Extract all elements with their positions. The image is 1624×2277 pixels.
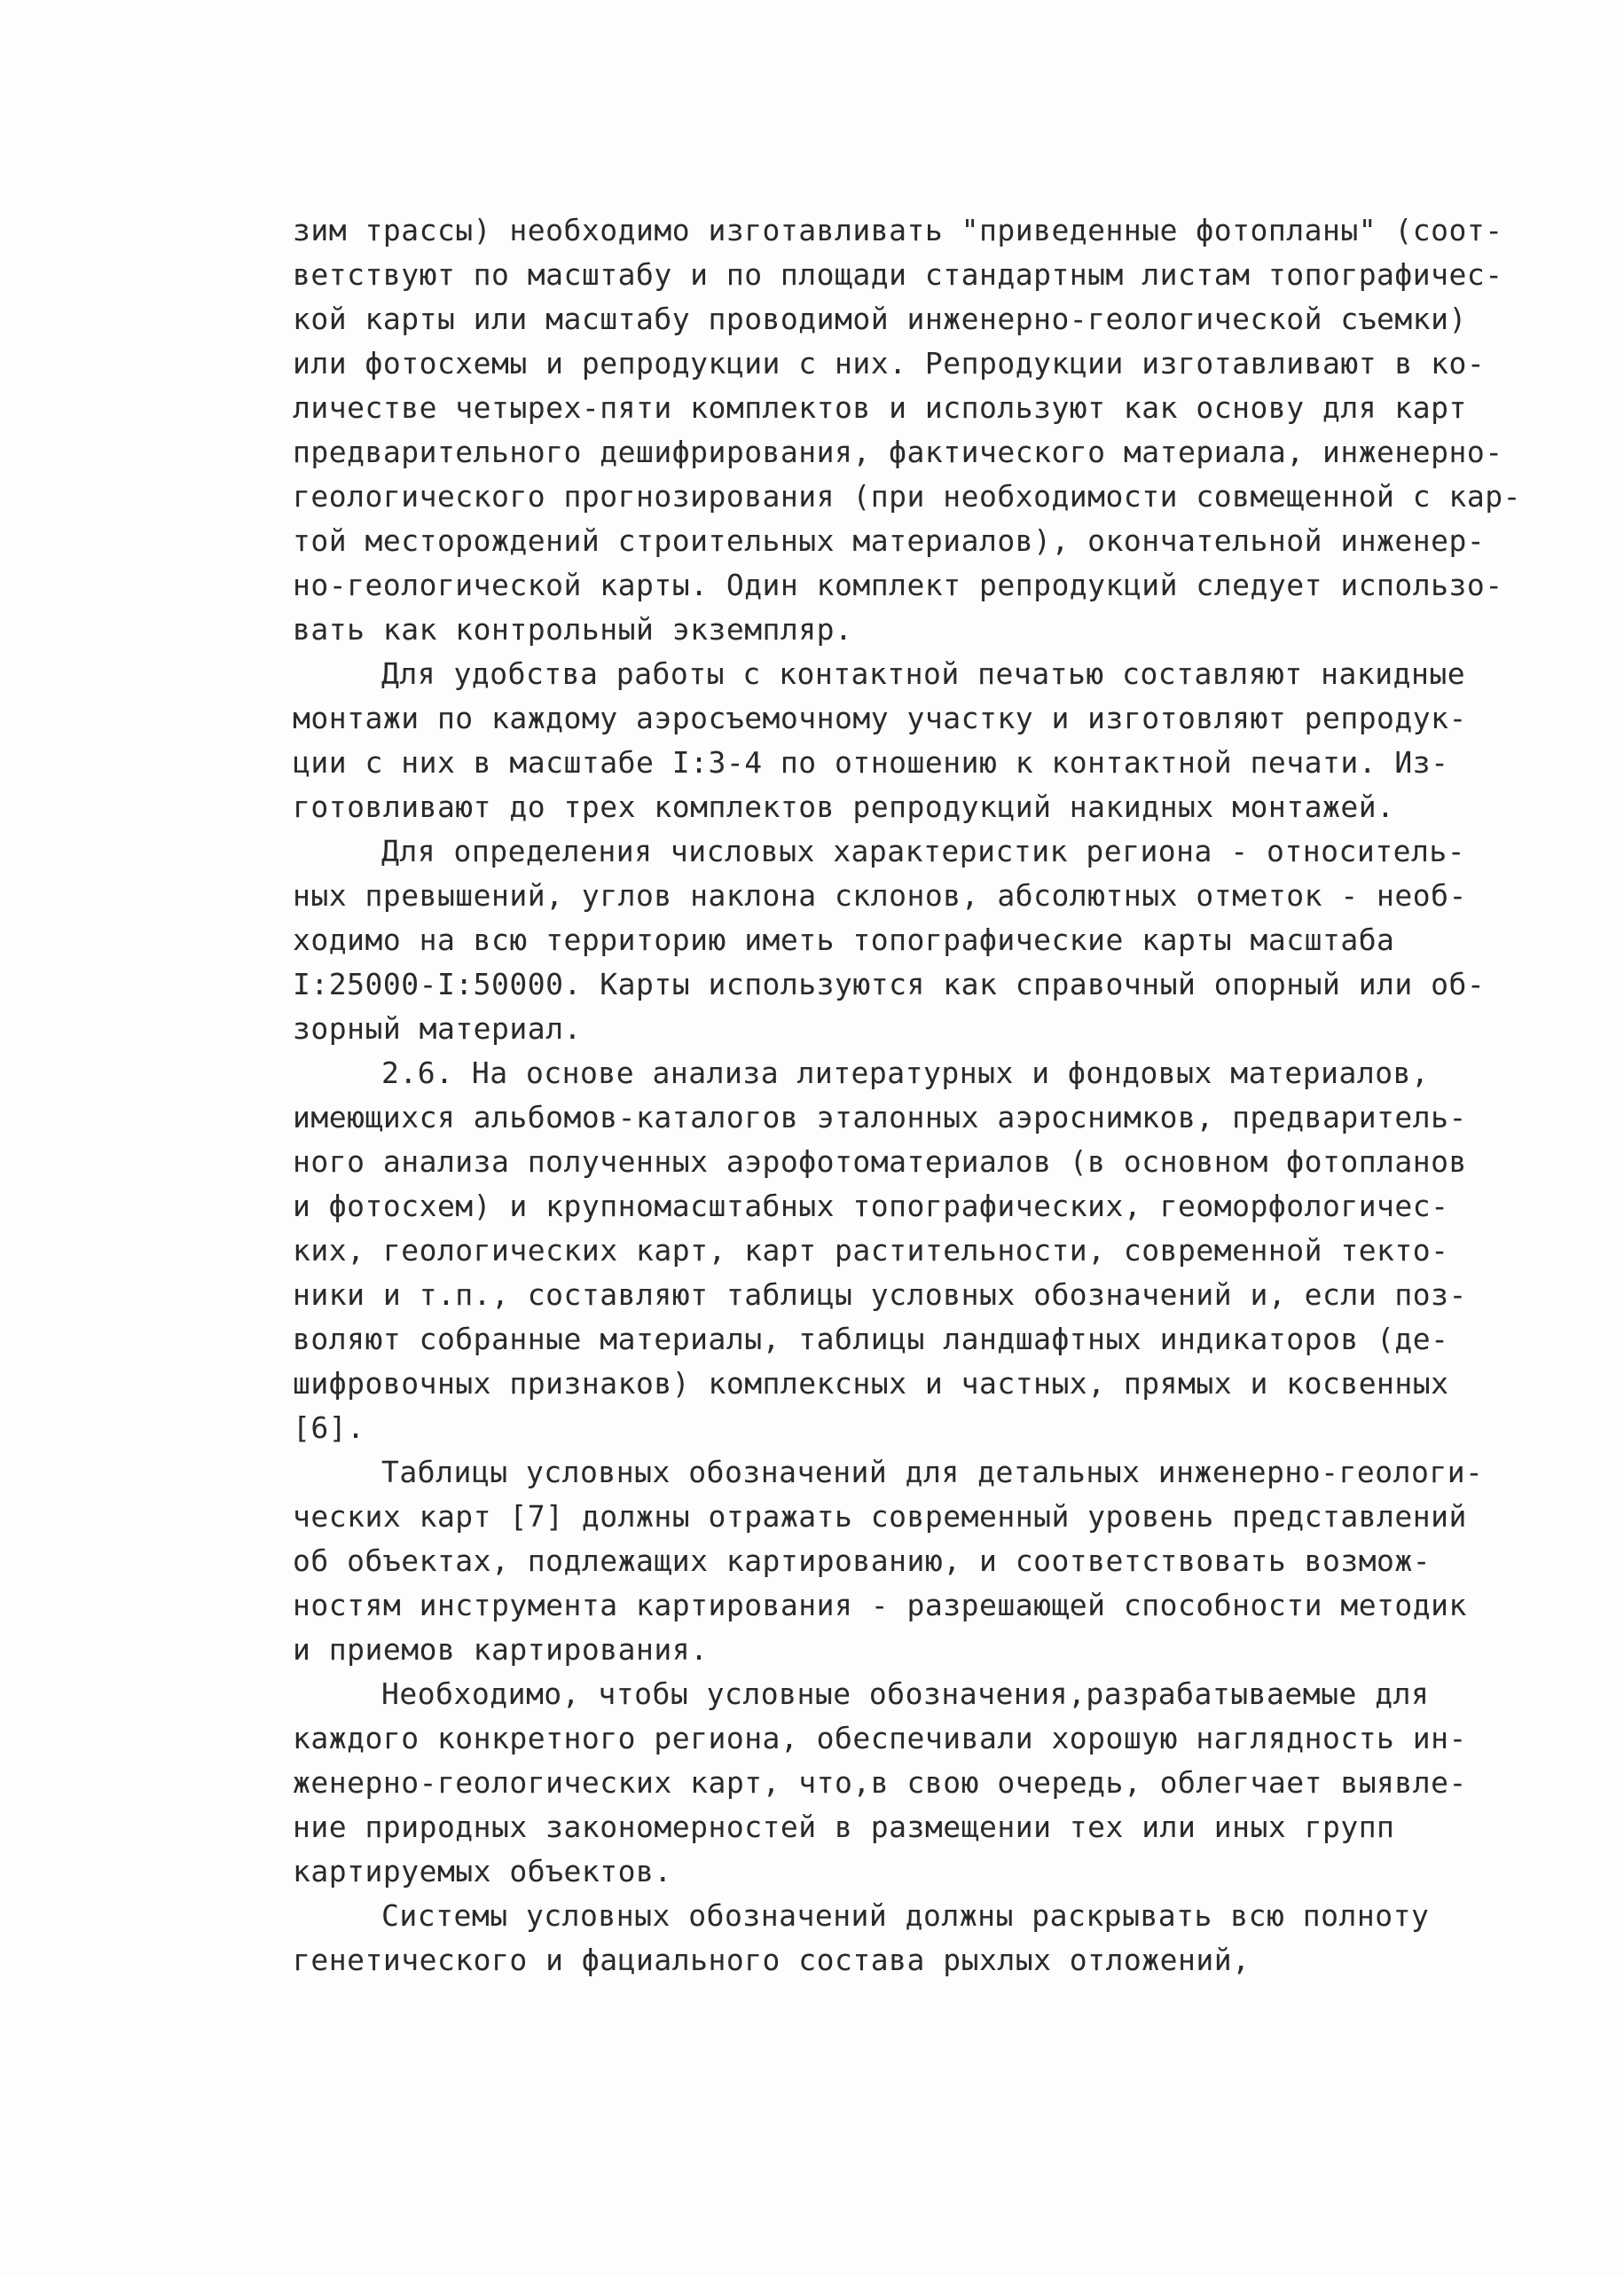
text-line: и фотосхем) и крупномасштабных топографических, геоморфологичес- — [293, 1189, 1449, 1223]
text-line: Для удобства работы с контактной печатью составляют накидные — [381, 656, 1466, 691]
text-line: женерно-геологических карт, что,в свою очередь, облегчает выявле- — [293, 1765, 1467, 1800]
text-line: или фотосхемы и репродукции с них. Репродукции изготавливают в ко- — [293, 346, 1486, 381]
text-line: Необходимо, чтобы условные обозначения,разрабатываемые для — [381, 1676, 1430, 1711]
text-line: ветствуют по масштабу и по площади стандартным листам топографичес- — [293, 257, 1503, 292]
text-line: готовливают до трех комплектов репродукций накидных монтажей. — [293, 789, 1395, 824]
text-line: и приемов картирования. — [293, 1632, 709, 1667]
citation-reference: [6]. — [293, 1410, 365, 1445]
text-line: Системы условных обозначений должны раскрывать всю полноту — [381, 1898, 1430, 1933]
text-line: воляют собранные материалы, таблицы ландшафтных индикаторов (де- — [293, 1322, 1449, 1356]
text-line: об объектах, подлежащих картированию, и соответствовать возмож- — [293, 1543, 1432, 1578]
text-line: зим трассы) необходимо изготавливать "приведенные фотопланы" (соот- — [293, 213, 1503, 247]
text-line: личестве четырех-пяти комплектов и используют как основу для карт — [293, 390, 1467, 425]
text-line: генетического и фациального состава рыхлых отложений, — [293, 1943, 1251, 1977]
text-line: той месторождений строительных материалов), окончательной инженер- — [293, 523, 1486, 558]
text-line: I:25000-I:50000. Карты используются как справочный опорный или об- — [293, 967, 1486, 1001]
text-line: геологического прогнозирования (при необходимости совмещенной с кар- — [293, 479, 1522, 514]
text-line: ники и т.п., составляют таблицы условных обозначений и, если поз- — [293, 1277, 1467, 1312]
text-line: картируемых объектов. — [293, 1854, 672, 1888]
text-line: но-геологической карты. Один комплект репродукций следует использо- — [293, 568, 1503, 602]
text-line: шифровочных признаков) комплексных и частных, прямых и косвенных — [293, 1366, 1449, 1401]
text-line: каждого конкретного региона, обеспечивали хорошую наглядность ин- — [293, 1721, 1467, 1755]
text-line: ции с них в масштабе I:3-4 по отношению к контактной печати. Из- — [293, 745, 1449, 780]
text-line: предварительного дешифрирования, фактического материала, инженерно- — [293, 435, 1503, 469]
text-line: имеющихся альбомов-каталогов эталонных аэроснимков, предваритель- — [293, 1100, 1467, 1135]
text-line: ких, геологических карт, карт растительности, современной текто- — [293, 1233, 1449, 1268]
text-line: ного анализа полученных аэрофотоматериалов (в основном фотопланов — [293, 1144, 1467, 1179]
text-line: ных превышений, углов наклона склонов, абсолютных отметок - необ- — [293, 878, 1467, 913]
text-line: монтажи по каждому аэросъемочному участку и изготовляют репродук- — [293, 701, 1467, 735]
text-line: зорный материал. — [293, 1011, 582, 1046]
text-line: ческих карт [7] должны отражать современный уровень представлений — [293, 1499, 1467, 1534]
text-line: ние природных закономерностей в размещении тех или иных групп — [293, 1810, 1395, 1844]
section-2-6-heading-line: 2.6. На основе анализа литературных и фондовых материалов, — [381, 1056, 1430, 1090]
text-line: ходимо на всю территорию иметь топографические карты масштаба — [293, 923, 1395, 957]
text-line: кой карты или масштабу проводимой инженерно-геологической съемки) — [293, 302, 1467, 336]
text-line: Для определения числовых характеристик региона - относитель- — [381, 834, 1466, 868]
text-line: ностям инструмента картирования - разрешающей способности методик — [293, 1588, 1467, 1622]
text-line: Таблицы условных обозначений для детальных инженерно-геологи- — [381, 1455, 1484, 1489]
text-line: вать как контрольный экземпляр. — [293, 612, 853, 647]
